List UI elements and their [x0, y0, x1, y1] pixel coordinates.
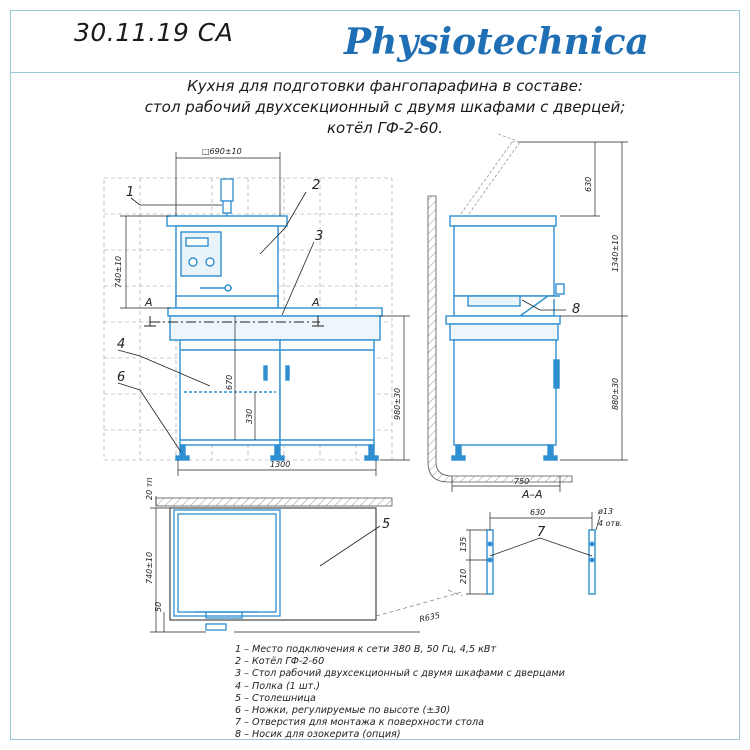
title-line-1: Кухня для подготовки фангопарафина в составе: [187, 77, 583, 95]
plan-tabletop [170, 508, 376, 620]
legend-item: 1 – Место подключения к сети 380 В, 50 Гц, 4,5 кВт [235, 644, 497, 655]
dim-sect-d13: ø13 [598, 507, 614, 516]
dim-sect-210: 210 [459, 568, 468, 584]
callout-6: 6 [117, 370, 126, 385]
section-label-right: А [312, 296, 320, 309]
front-view [104, 147, 410, 476]
dim-690: □690±10 [202, 147, 242, 156]
plan-door-arc [376, 590, 462, 616]
dim-side-750: 750 [514, 477, 530, 486]
dim-plan-r635: R635 [418, 610, 441, 624]
table-side [446, 316, 560, 460]
power-connector [221, 179, 233, 216]
callout-2: 2 [312, 178, 321, 193]
dim-side-630: 630 [584, 176, 593, 192]
legend-item: 3 – Стол рабочий двухсекционный с двумя шкафами с дверцами [235, 668, 565, 680]
callout-5: 5 [382, 517, 391, 532]
dim-980: 980±30 [393, 387, 402, 420]
document-code: 30.11.19 СА [74, 18, 234, 47]
dim-sect-630: 630 [530, 508, 546, 517]
section-aa [459, 488, 622, 594]
callout-8: 8 [572, 302, 581, 317]
dim-side-1340: 1340±10 [611, 234, 620, 272]
callout-4: 4 [117, 337, 126, 352]
dim-740: 740±10 [114, 255, 123, 288]
dim-plan-50: 50 [154, 601, 163, 612]
plan-view [145, 477, 462, 632]
legend [235, 644, 740, 742]
table-front-legs [176, 445, 378, 460]
section-dimensions [466, 512, 600, 594]
brand-logo-text: Physiotechnica [344, 21, 649, 63]
dim-plan-740: 740±10 [145, 551, 154, 584]
side-view [428, 134, 628, 492]
dim-1300: 1300 [270, 460, 291, 469]
dim-sect-4holes: 4 отв. [598, 519, 623, 528]
callout-7: 7 [537, 525, 546, 540]
section-title: А–А [522, 488, 543, 501]
callout-3: 3 [315, 229, 324, 244]
callout-1: 1 [126, 185, 135, 200]
raised-lid [458, 134, 520, 218]
title-line-2: стол рабочий двухсекционный с двумя шкафами с дверцей; [144, 98, 626, 116]
dim-670: 670 [225, 374, 234, 390]
legend-item: 4 – Полка (1 шт.) [235, 680, 320, 692]
title-line-3: котёл ГФ-2-60. [326, 119, 444, 137]
boiler-side [450, 216, 564, 316]
legend-item: 6 – Ножки, регулируемые по высоте (±30) [235, 705, 451, 717]
dim-330: 330 [245, 408, 254, 424]
legend-item: 5 – Столешница [235, 692, 316, 704]
dim-side-880: 880±30 [611, 377, 620, 410]
section-label-left: А [145, 296, 153, 309]
legend-item: 7 – Отверстия для монтажа к поверхности стола [235, 717, 485, 729]
legend-item: 8 – Носик для озокерита (опция) [235, 729, 401, 741]
legend-item: 2 – Котёл ГФ-2-60 [235, 656, 325, 668]
table-front [168, 308, 382, 445]
boiler-front [167, 216, 287, 308]
dim-sect-135: 135 [459, 536, 468, 552]
plan-wall-hatch [156, 498, 392, 506]
dim-plan-20: 20 тп [145, 477, 154, 500]
